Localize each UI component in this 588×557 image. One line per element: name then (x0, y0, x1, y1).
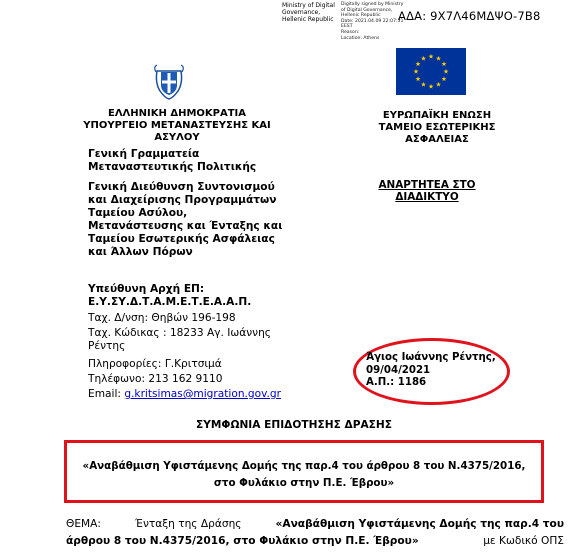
project-title-line: στο Φυλάκιο στην Π.Ε. Έβρου» (213, 477, 395, 489)
project-title (70, 458, 538, 492)
authority-label: Υπεύθυνη Αρχή ΕΠ: (88, 283, 205, 295)
authority-name: Ε.Υ.ΣΥ.Δ.Τ.Α.Μ.Ε.Τ.Ε.Α.Α.Π. (88, 296, 252, 308)
directorate-line: Μετανάστευσης και Ένταξης και (88, 220, 283, 232)
signature-detail-line: Location: Athens (341, 35, 380, 41)
ministry-name-cont: ΑΣΥΛΟΥ (154, 132, 200, 143)
post-line: ΑΝΑΡΤΗΤΕΑ ΣΤΟ (378, 179, 476, 191)
signature-detail-line: Hellenic Republic (341, 13, 381, 19)
date-line: 09/04/2021 (366, 364, 431, 376)
authority-block (88, 283, 281, 401)
postal-line: Ταχ. Κώδικας : 18233 Αγ. Ιωάννης (88, 327, 272, 339)
signature-detail-line: Digitally signed by Ministry (341, 2, 404, 7)
directorate (88, 181, 282, 259)
subject-line-1 (66, 516, 564, 533)
directorate-line: Ταμείου Εσωτερικής Ασφάλειας (88, 233, 275, 245)
ada-number: ΑΔΑ: 9Χ7Λ46ΜΔΨΟ-7Β8 (398, 9, 541, 23)
secretariat-line: Μεταναστευτικής Πολιτικής (88, 161, 257, 173)
directorate-line: Γενική Διεύθυνση Συντονισμού (88, 181, 275, 193)
subject-action-title: «Αναβάθμιση Υφιστάμενης Δομής της παρ.4 του (275, 518, 564, 530)
directorate-line: Ταμείου Ασύλου, (88, 207, 188, 219)
post-online-notice (374, 179, 480, 203)
country-name: ΕΛΛΗΝΙΚΗ ΔΗΜΟΚΡΑΤΙΑ (107, 108, 247, 119)
eu-line: ΕΥΡΩΠΑΪΚΗ ΕΝΩΣΗ (382, 110, 492, 121)
address-line: Ταχ. Δ/νση: Θηβών 196-198 (88, 312, 236, 324)
protocol-number: Α.Π.: 1186 (366, 377, 427, 388)
subject-label: ΘΕΜΑ: (66, 518, 101, 530)
subject-line-2 (66, 533, 564, 550)
ministry-name: ΥΠΟΥΡΓΕΙΟ ΜΕΤΑΝΑΣΤΕΥΣΗΣ ΚΑΙ (83, 120, 271, 131)
email-label: Email: (88, 388, 121, 400)
project-title-line: «Αναβάθμιση Υφιστάμενης Δομής της παρ.4 του άρθρου 8 του Ν.4375/2016, (82, 460, 526, 472)
signature-issuer-line: Governance, (282, 9, 321, 17)
subject-suffix: με Κωδικό ΟΠΣ (483, 535, 564, 547)
signature-detail-line: Reason: (341, 29, 360, 35)
greek-coat-of-arms-icon (152, 63, 186, 101)
place-date-block (366, 352, 496, 390)
post-line: ΔΙΑΔΙΚΤΥΟ (395, 191, 459, 203)
signature-issuer-line: Hellenic Republic (282, 16, 334, 24)
eu-line: ΑΣΦΑΛΕΙΑΣ (405, 134, 469, 145)
ministry-header (82, 108, 272, 144)
signature-detail-line: EEST (341, 24, 353, 30)
email-line (88, 388, 281, 401)
email-link[interactable]: g.kritsimas@migration.gov.gr (124, 388, 282, 400)
document-title: ΣΥΜΦΩΝΙΑ ΕΠΙΔΟΤΗΣΗΣ ΔΡΑΣΗΣ (195, 419, 393, 431)
signature-detail-line: Date: 2021.04.09 22:07:31 (341, 18, 404, 24)
eu-flag-icon (396, 48, 466, 95)
subject-prefix: Ένταξη της Δράσης (135, 518, 242, 530)
directorate-line: και Άλλων Πόρων (88, 246, 193, 258)
postal-line-cont: Ρέντης (88, 340, 126, 352)
subject-action-title-cont: άρθρου 8 του Ν.4375/2016, στο Φυλάκιο στην Π.Ε. Έβρου» (66, 535, 419, 547)
signature-detail-line: of Digital Governance, (341, 7, 393, 13)
eu-header (378, 110, 496, 146)
eu-line: ΤΑΜΕΙΟ ΕΣΩΤΕΡΙΚΗΣ (378, 122, 496, 133)
directorate-line: και Διαχείρισης Προγραμμάτων (88, 194, 277, 206)
secretariat (88, 148, 256, 174)
info-line: Πληροφορίες: Γ.Κριτσιμά (88, 358, 222, 370)
place-line: Άγιος Ιωάννης Ρέντης, (366, 352, 496, 363)
signature-issuer (282, 2, 340, 24)
subject-block (66, 516, 564, 550)
signature-details (341, 2, 431, 41)
secretariat-line: Γενική Γραμματεία (88, 148, 200, 160)
signature-issuer-line: Ministry of Digital (282, 2, 335, 9)
phone-line: Τηλέφωνο: 213 162 9110 (88, 373, 223, 385)
